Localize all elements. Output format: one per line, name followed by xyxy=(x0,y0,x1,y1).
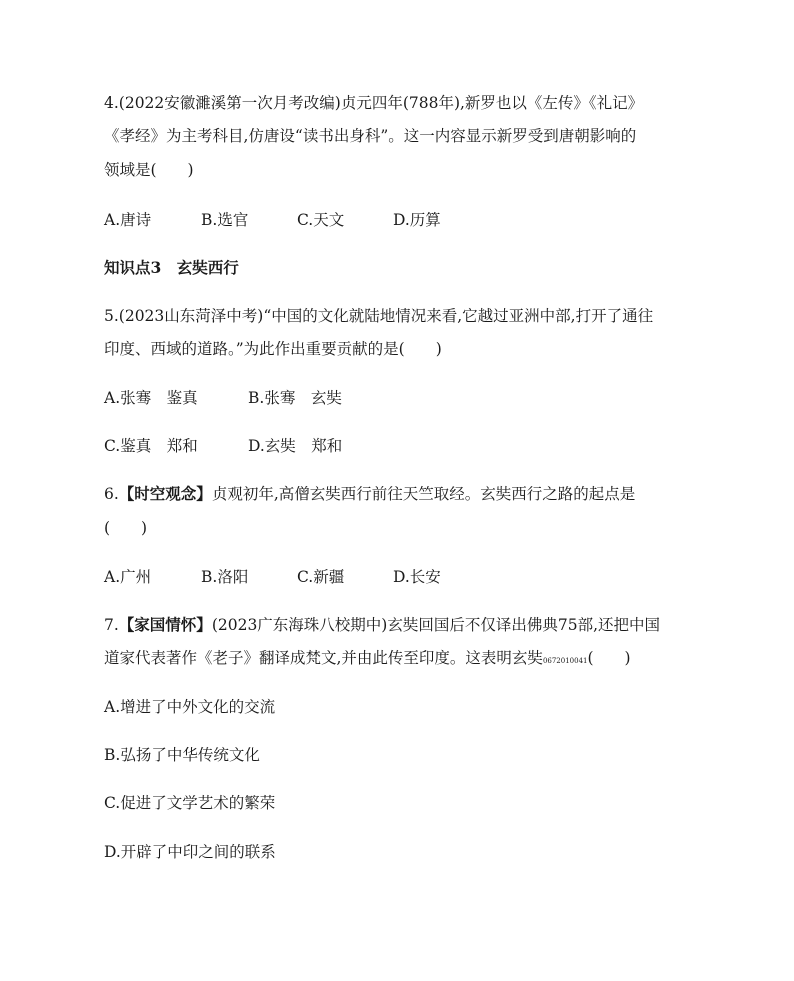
q5-option-d: D.玄奘 郑和 xyxy=(248,437,343,455)
q7-number: 7. xyxy=(104,616,119,634)
q4-stem-line3: 领域是( ) xyxy=(104,161,194,179)
q4-stem-line2: 《孝经》为主考科目,仿唐设“读书出身科”。这一内容显示新罗受到唐朝影响的 xyxy=(104,127,637,145)
q4-option-c: C.天文 xyxy=(297,211,345,229)
q7-text: (2023广东海珠八校期中)玄奘回国后不仅译出佛典75部,还把中国 xyxy=(211,616,661,634)
q6-number: 6. xyxy=(104,485,119,503)
q6-text: 贞观初年,高僧玄奘西行前往天竺取经。玄奘西行之路的起点是 xyxy=(211,485,636,503)
q4-option-b: B.选官 xyxy=(201,211,249,229)
q5-stem-line1: 5.(2023山东菏泽中考)“中国的文化就陆地情况来看,它越过亚洲中部,打开了通往 xyxy=(104,307,654,325)
q4-option-a: A.唐诗 xyxy=(104,211,152,229)
q7-option-d: D.开辟了中印之间的联系 xyxy=(104,843,276,861)
q6-option-d: D.长安 xyxy=(393,568,441,586)
q7-text-line2: 道家代表著作《老子》翻译成梵文,并由此传至印度。这表明玄奘 xyxy=(104,649,543,667)
q6-option-c: C.新疆 xyxy=(297,568,345,586)
q6-tag: 【时空观念】 xyxy=(118,484,212,503)
q6-option-a: A.广州 xyxy=(104,568,152,586)
q7-item-code: 0672010041 xyxy=(542,657,588,665)
q6-stem-line1 xyxy=(104,484,635,504)
q5-option-b: B.张骞 玄奘 xyxy=(248,389,342,407)
q7-stem-line1 xyxy=(104,615,660,635)
q4-stem-line1: 4.(2022安徽濉溪第一次月考改编)贞元四年(788年),新罗也以《左传》《礼记》 xyxy=(104,94,644,112)
q6-option-b: B.洛阳 xyxy=(201,568,249,586)
q4-option-d: D.历算 xyxy=(393,211,441,229)
q7-tag: 【家国情怀】 xyxy=(118,615,212,634)
q5-option-c: C.鉴真 郑和 xyxy=(104,437,198,455)
section-heading: 知识点3 玄奘西行 xyxy=(104,258,239,277)
q7-option-c: C.促进了文学艺术的繁荣 xyxy=(104,794,276,812)
q7-answer-paren: ( ) xyxy=(587,649,631,667)
q5-stem-line2: 印度、西域的道路。”为此作出重要贡献的是( ) xyxy=(104,340,442,358)
q7-option-a: A.增进了中外文化的交流 xyxy=(104,698,276,716)
q5-option-a: A.张骞 鉴真 xyxy=(104,389,198,407)
q7-stem-line2 xyxy=(104,648,631,671)
q7-option-b: B.弘扬了中华传统文化 xyxy=(104,746,260,764)
q6-stem-line2: ( ) xyxy=(104,519,148,537)
